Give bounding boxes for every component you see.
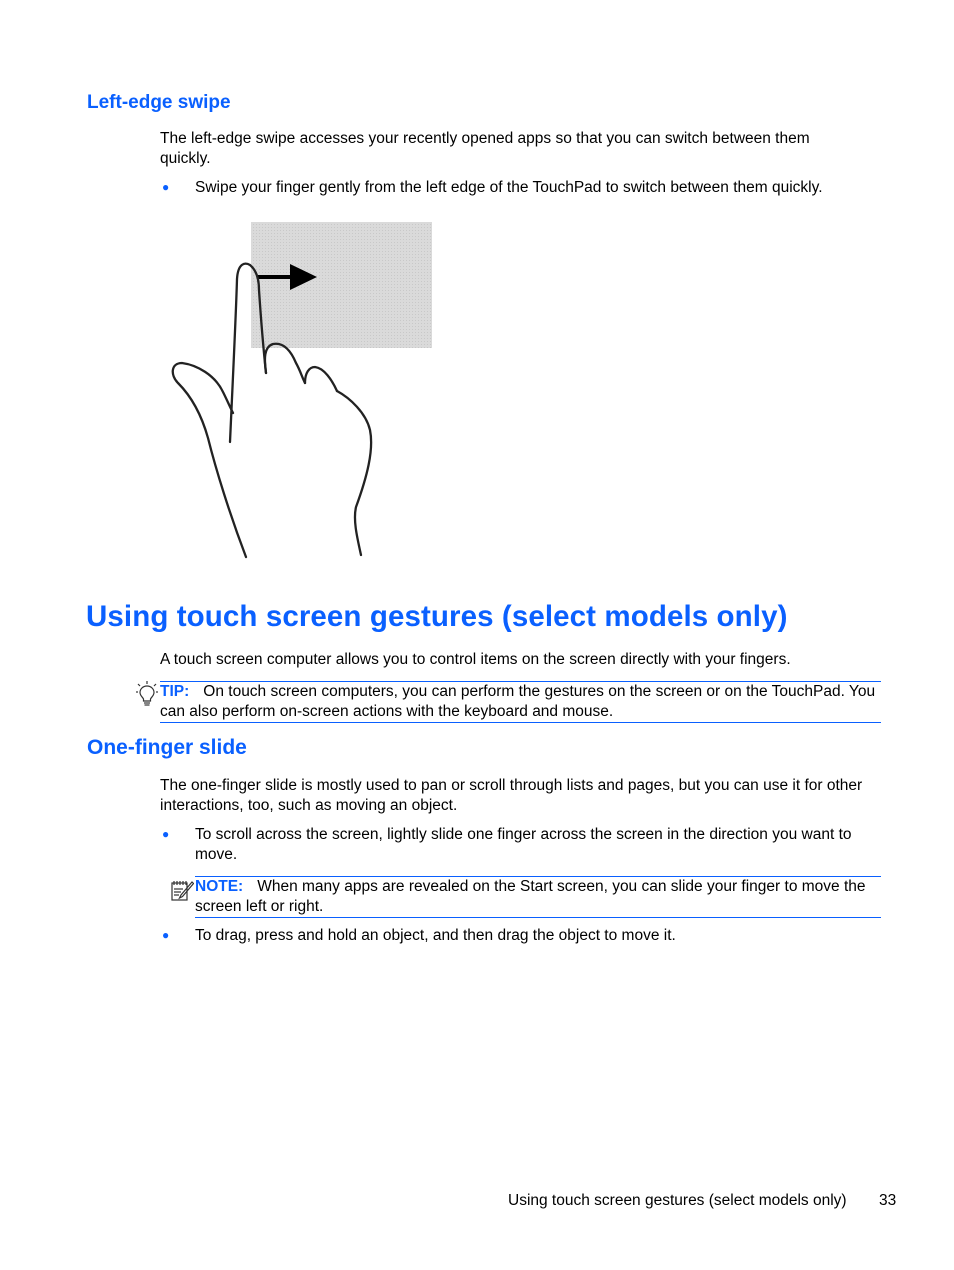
note-label: NOTE: [195,878,244,895]
tip-label: TIP: [160,683,190,700]
left-edge-swipe-hand-illustration [160,215,450,570]
bullet-dot: ● [162,928,170,942]
scroll-bullet: To scroll across the screen, lightly slide one finger across the screen in the direction you want to move. [195,826,852,863]
touchpad-area [251,222,432,348]
bullet-dot: ● [162,180,170,194]
note-pad-icon [170,878,194,902]
bullet-dot: ● [162,827,170,841]
note-text: When many apps are revealed on the Start screen, you can slide your finger to move the screen left or right. [195,878,866,915]
tip-text: On touch screen computers, you can perform the gestures on the screen or on the TouchPad. You can also perform on-screen actions with the keyboard and mouse. [160,683,876,720]
lightbulb-icon [135,680,159,708]
one-finger-slide-paragraph: The one-finger slide is mostly used to pan or scroll through lists and pages, but you can use it for other interactions, too, such as moving an object. [160,777,863,814]
left-edge-swipe-heading: Left-edge swipe [87,92,231,113]
left-edge-swipe-bullet: Swipe your finger gently from the left edge of the TouchPad to switch between them quickly. [195,179,823,196]
one-finger-slide-heading: One-finger slide [87,736,247,759]
note-callout [195,876,881,918]
touch-screen-paragraph: A touch screen computer allows you to control items on the screen directly with your fingers. [160,651,791,668]
footer-title: Using touch screen gestures (select models only) [508,1192,847,1209]
touch-screen-gestures-heading: Using touch screen gestures (select models only) [86,600,788,633]
left-edge-swipe-paragraph: The left-edge swipe accesses your recently opened apps so that you can switch between them quickly. [160,130,810,167]
page-number: 33 [879,1192,897,1209]
drag-bullet: To drag, press and hold an object, and then drag the object to move it. [195,927,676,944]
tip-callout [160,681,881,723]
